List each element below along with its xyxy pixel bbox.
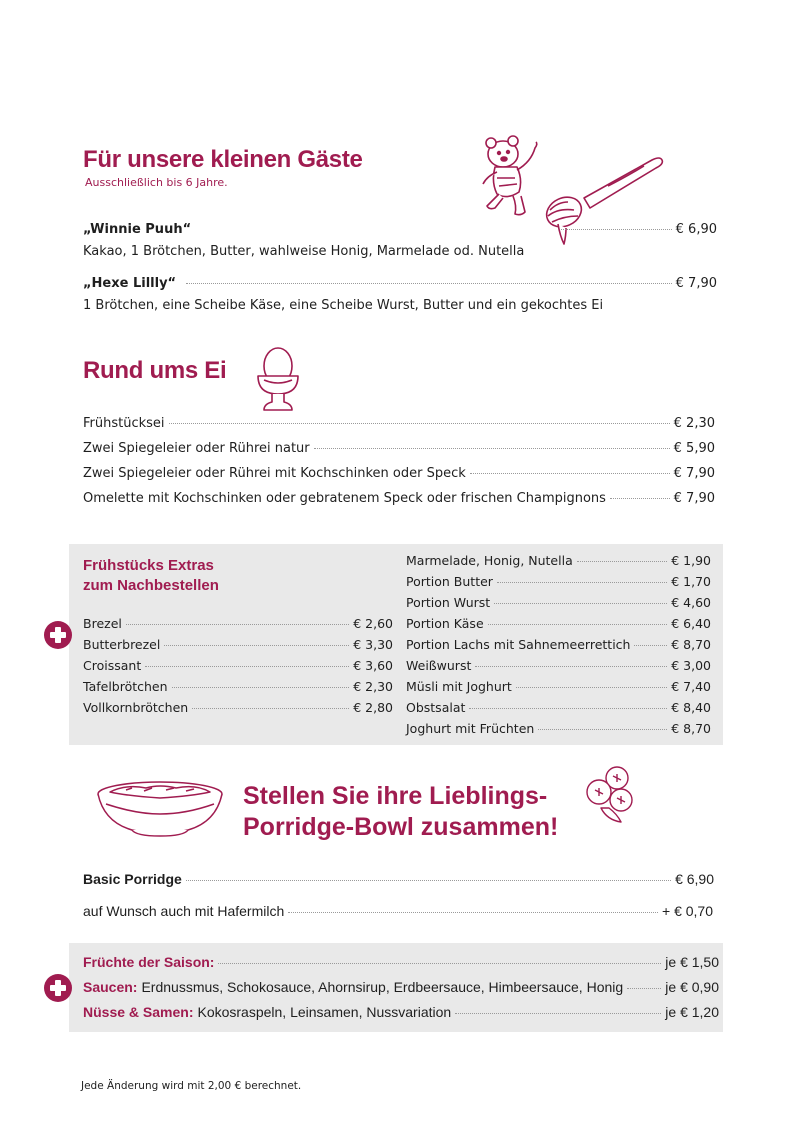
menu-item-name: „Winnie Puuh“: [83, 222, 192, 237]
menu-item-name: Weißwurst: [406, 658, 472, 673]
menu-item-price: € 3,30: [353, 637, 393, 652]
dot-leader: [488, 624, 668, 625]
dot-leader: [516, 687, 667, 688]
dot-leader: [470, 473, 670, 474]
menu-item-price: € 1,90: [671, 553, 711, 568]
topping-text: Kokosraspeln, Leinsamen, Nussvariation: [197, 1004, 452, 1020]
menu-item-hexe-lillly: [83, 276, 717, 291]
menu-item-name: Frühstücksei: [83, 416, 165, 431]
menu-item-name: Vollkornbrötchen: [83, 700, 189, 715]
menu-item-name: Portion Lachs mit Sahnemeerrettich: [406, 637, 631, 652]
menu-item-spiegeleier-schinken: [83, 466, 715, 481]
menu-item-name: auf Wunsch auch mit Hafermilch: [83, 903, 285, 919]
egg-cup-icon: [254, 346, 302, 416]
dot-leader: [577, 561, 668, 562]
extras-item: [406, 553, 711, 568]
menu-item-description: Kakao, 1 Brötchen, Butter, wahlweise Honig, Marmelade od. Nutella: [83, 244, 525, 259]
topping-label: Nüsse & Samen:: [83, 1004, 194, 1020]
dot-leader: [164, 645, 349, 646]
plus-icon: [44, 621, 72, 649]
topping-text: Erdnussmus, Schokosauce, Ahornsirup, Erdbeersauce, Himbeersauce, Honig: [141, 979, 624, 995]
menu-item-hafermilch: [83, 903, 713, 919]
menu-item-name: Obstsalat: [406, 700, 466, 715]
extras-item: [406, 700, 711, 715]
extras-item: [406, 574, 711, 589]
menu-item-name: Zwei Spiegeleier oder Rührei natur: [83, 441, 310, 456]
dot-leader: [455, 1013, 661, 1014]
extras-item: [83, 679, 393, 694]
menu-item-name: Croissant: [83, 658, 142, 673]
dot-leader: [627, 988, 661, 989]
extras-item: [406, 721, 711, 736]
menu-item-price: € 3,00: [671, 658, 711, 673]
menu-item-price: € 2,60: [353, 616, 393, 631]
menu-item-price: € 2,80: [353, 700, 393, 715]
extras-item: [83, 700, 393, 715]
dot-leader: [218, 963, 661, 964]
dot-leader: [561, 229, 672, 230]
eggs-section-title: Rund ums Ei: [83, 357, 227, 384]
dot-leader: [172, 687, 350, 688]
bear-icon: [473, 134, 547, 220]
dot-leader: [192, 708, 349, 709]
extras-item: [83, 637, 393, 652]
menu-item-name: Omelette mit Kochschinken oder gebratenem Speck oder frischen Champignons: [83, 491, 606, 506]
dot-leader: [494, 603, 667, 604]
menu-item-price: € 7,40: [671, 679, 711, 694]
menu-item-price: € 8,70: [671, 721, 711, 736]
dot-leader: [475, 666, 667, 667]
menu-item-price: € 2,30: [353, 679, 393, 694]
dot-leader: [497, 582, 667, 583]
dot-leader: [634, 645, 667, 646]
dot-leader: [169, 423, 670, 424]
menu-item-price: € 3,60: [353, 658, 393, 673]
menu-item-fruehstuecksei: [83, 416, 715, 431]
dot-leader: [126, 624, 349, 625]
porridge-title-line1: Stellen Sie ihre Lieblings-: [243, 782, 548, 810]
menu-item-spiegeleier-natur: [83, 441, 715, 456]
topping-price: je € 1,50: [665, 954, 719, 970]
topping-fruechte: [83, 954, 719, 970]
menu-item-name: Zwei Spiegeleier oder Rührei mit Kochschinken oder Speck: [83, 466, 466, 481]
topping-label: Früchte der Saison:: [83, 954, 215, 970]
menu-item-price: € 6,90: [675, 222, 717, 237]
extras-title-line2: zum Nachbestellen: [83, 577, 219, 594]
topping-saucen: [83, 979, 719, 995]
dot-leader: [288, 912, 658, 913]
menu-item-price: € 5,90: [673, 441, 715, 456]
extras-item: [83, 616, 393, 631]
menu-item-price: € 8,70: [671, 637, 711, 652]
menu-item-name: Tafelbrötchen: [83, 679, 168, 694]
menu-item-name: Butterbrezel: [83, 637, 161, 652]
menu-item-name: Portion Käse: [406, 616, 484, 631]
kids-section-title: Für unsere kleinen Gäste: [83, 146, 363, 173]
menu-item-price: € 1,70: [671, 574, 711, 589]
menu-item-price: € 4,60: [671, 595, 711, 610]
porridge-title: [243, 781, 558, 843]
menu-item-winnie-puuh: [83, 222, 717, 237]
menu-item-name: Portion Wurst: [406, 595, 491, 610]
dot-leader: [314, 448, 670, 449]
porridge-bowl-icon: [96, 780, 224, 838]
topping-nuesse: [83, 1004, 719, 1020]
topping-label: Saucen:: [83, 979, 138, 995]
dot-leader: [538, 729, 667, 730]
menu-item-omelette: [83, 491, 715, 506]
menu-item-price: € 6,90: [675, 871, 714, 887]
menu-item-name: Müsli mit Joghurt: [406, 679, 512, 694]
kids-section-subtitle: Ausschließlich bis 6 Jahre.: [85, 176, 228, 189]
footnote: Jede Änderung wird mit 2,00 € berechnet.: [81, 1080, 302, 1092]
dot-leader: [469, 708, 667, 709]
menu-item-name: Portion Butter: [406, 574, 493, 589]
menu-item-price: + € 0,70: [662, 903, 713, 919]
menu-item-name: „Hexe Lillly“: [83, 276, 177, 291]
extras-item: [406, 679, 711, 694]
menu-item-price: € 8,40: [671, 700, 711, 715]
menu-item-price: € 7,90: [673, 491, 715, 506]
menu-item-name: Brezel: [83, 616, 122, 631]
dot-leader: [186, 283, 672, 284]
dot-leader: [610, 498, 670, 499]
topping-price: je € 0,90: [665, 979, 719, 995]
menu-item-name: Joghurt mit Früchten: [406, 721, 535, 736]
topping-price: je € 1,20: [665, 1004, 719, 1020]
dot-leader: [186, 880, 671, 881]
menu-item-name: Marmelade, Honig, Nutella: [406, 553, 573, 568]
extras-item: [406, 637, 711, 652]
extras-title-line1: Frühstücks Extras: [83, 557, 214, 574]
plus-icon: [44, 974, 72, 1002]
extras-title: [83, 556, 219, 596]
extras-item: [406, 658, 711, 673]
menu-item-description: 1 Brötchen, eine Scheibe Käse, eine Scheibe Wurst, Butter und ein gekochtes Ei: [83, 298, 604, 313]
menu-item-basic-porridge: [83, 871, 714, 887]
menu-item-price: € 7,90: [675, 276, 717, 291]
blueberries-icon: [583, 764, 635, 824]
menu-item-name: Basic Porridge: [83, 871, 182, 887]
extras-item: [406, 595, 711, 610]
dot-leader: [145, 666, 349, 667]
menu-item-price: € 2,30: [673, 416, 715, 431]
porridge-title-line2: Porridge-Bowl zusammen!: [243, 813, 559, 841]
menu-item-price: € 6,40: [671, 616, 711, 631]
extras-item: [83, 658, 393, 673]
extras-item: [406, 616, 711, 631]
menu-item-price: € 7,90: [673, 466, 715, 481]
